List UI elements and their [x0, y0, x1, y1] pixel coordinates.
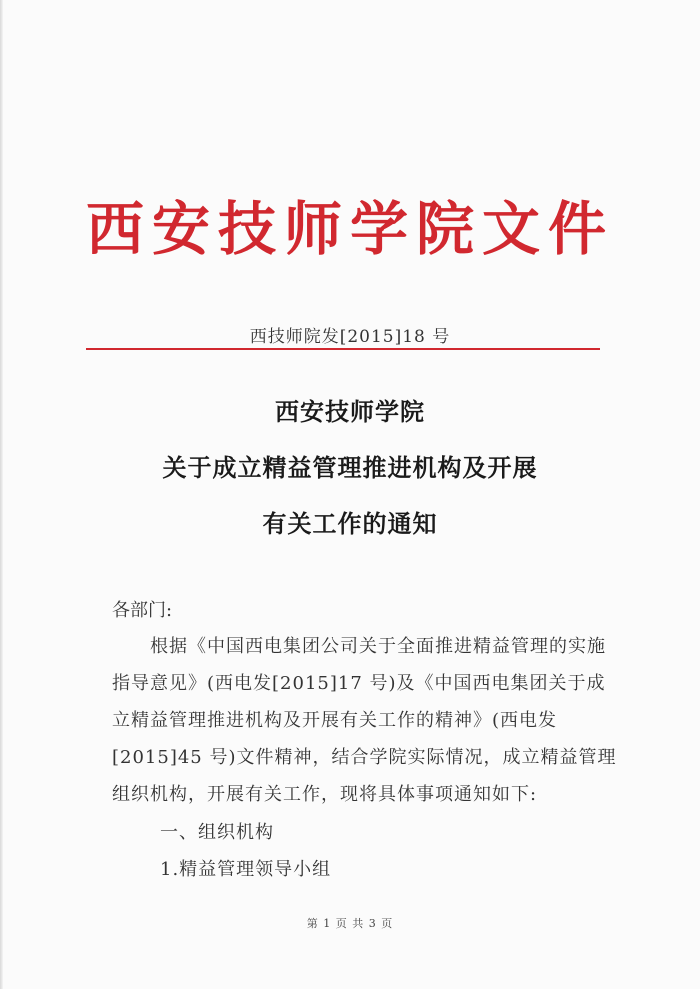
red-divider-line — [86, 348, 600, 350]
body-paragraph-line: [2015]45 号)文件精神，结合学院实际情况，成立精益管理 — [112, 747, 617, 768]
salutation: 各部门: — [112, 600, 173, 621]
section-heading: 一、组织机构 — [160, 822, 274, 843]
notice-title-line-2: 关于成立精益管理推进机构及开展 — [162, 453, 538, 482]
page-footer: 第 1 页 共 3 页 — [306, 917, 394, 930]
notice-title-line-3: 有关工作的通知 — [262, 509, 438, 538]
notice-title-line-1: 西安技师学院 — [275, 397, 425, 426]
body-paragraph-line: 根据《中国西电集团公司关于全面推进精益管理的实施 — [150, 636, 606, 657]
document-number: 西技师院发[2015]18 号 — [249, 327, 451, 347]
body-paragraph-line: 立精益管理推进机构及开展有关工作的精神》(西电发 — [112, 710, 558, 731]
subsection-heading: 1.精益管理领导小组 — [160, 859, 332, 880]
body-paragraph-line: 指导意见》(西电发[2015]17 号)及《中国西电集团关于成 — [112, 673, 606, 694]
body-paragraph-line: 组织机构，开展有关工作，现将具体事项通知如下: — [112, 784, 538, 805]
scan-edge-shadow — [0, 0, 3, 989]
document-header-title: 西安技师学院文件 — [85, 195, 614, 263]
